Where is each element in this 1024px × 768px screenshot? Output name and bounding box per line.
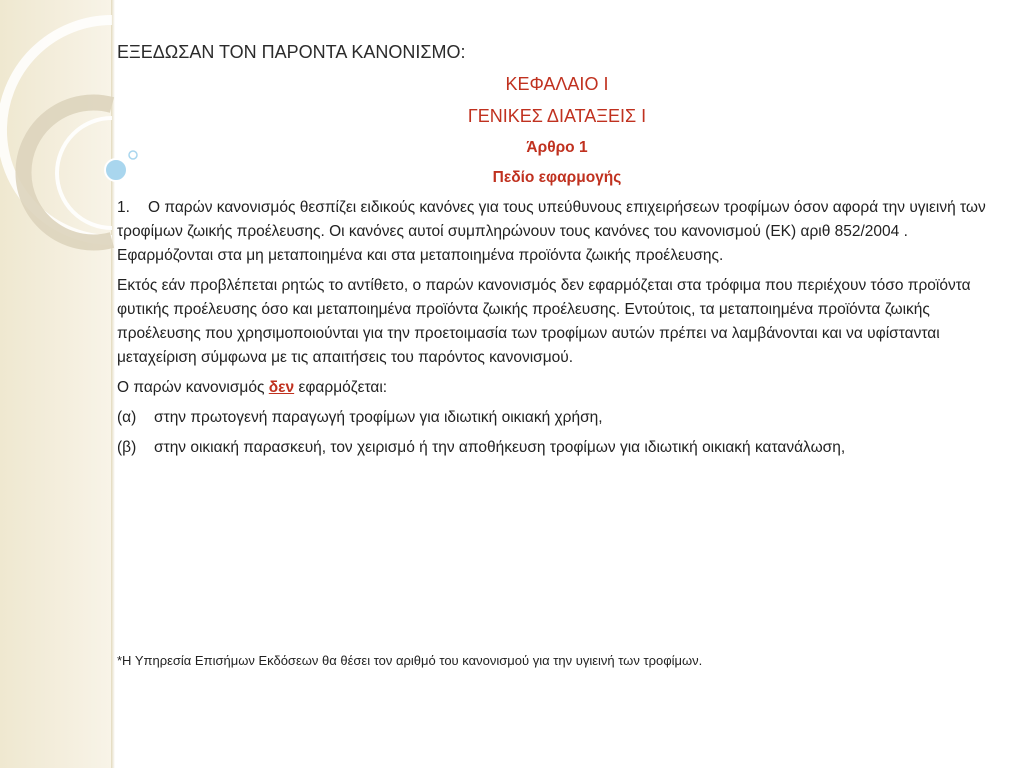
paragraph-1-number: 1. — [117, 199, 130, 216]
footnote: *Η Υπηρεσία Επισήμων Εκδόσεων θα θέσει τον αριθμό του κανονισμού για την υγιεινή των τροφίμων. — [117, 653, 703, 668]
decorative-arc-large — [2, 20, 112, 240]
list-item-a — [117, 406, 997, 430]
paragraph-3-prefix: Ο παρών κανονισμός — [117, 379, 269, 396]
paragraph-1 — [117, 196, 997, 268]
decorative-arc-inner — [57, 118, 112, 228]
list-item-a-label: (α) — [117, 409, 137, 426]
list-item-b — [117, 436, 997, 460]
paragraph-2: Εκτός εάν προβλέπεται ρητώς το αντίθετο, ο παρών κανονισμός δεν εφαρμόζεται στα τρόφιμα που περιέχουν τόσο προϊόντα φυτικής προέλευσης όσο και μεταποιημένα προϊόντα ζωικής προέλευσης. Εντούτοις, τα μεταποιημένα προϊόντα ζωικής προέλευσης που χρησιμοποιούνται για την προετοιμασία των τροφίμων αυτών πρέπει να λαμβάνονται και να υφίστανται μεταχείριση σύμφωνα με τις απαιτήσεις του παρόντος κανονισμού. — [117, 277, 971, 366]
list-item-b-label: (β) — [117, 439, 137, 456]
list-item-b-text: στην οικιακή παρασκευή, τον χειρισμό ή την αποθήκευση τροφίμων για ιδιωτική οικιακή κατανάλωση, — [154, 439, 846, 456]
paragraph-1-text: Ο παρών κανονισμός θεσπίζει ειδικούς κανόνες για τους υπεύθυνους επιχειρήσεων τροφίμων όσον αφορά την υγιεινή των τροφίμων ζωικής προέλευσης. Οι κανόνες αυτοί συμπληρώνουν τους κανόνες του κανονισμού (ΕΚ) αριθ 852/2004 . Εφαρμόζονται στα μη μεταποιημένα και στα μεταποιημένα προϊόντα ζωικής προέλευσης. — [117, 199, 986, 264]
article-number: Άρθρο 1 — [526, 139, 588, 156]
paragraph-3-emphasis: δεν — [268, 379, 295, 396]
list-item-a-text: στην πρωτογενή παραγωγή τροφίμων για ιδιωτική οικιακή χρήση, — [154, 409, 603, 426]
slide-content — [117, 40, 997, 466]
article-title: Πεδίο εφαρμογής — [492, 169, 622, 186]
paragraph-3-suffix: εφαρμόζεται: — [294, 379, 388, 396]
slide-heading: ΕΞΕΔΩΣΑΝ ΤΟΝ ΠΑΡΟΝΤΑ ΚΑΝΟΝΙΣΜΟ: — [117, 42, 466, 62]
chapter-title: ΓΕΝΙΚΕΣ ΔΙΑΤΑΞΕΙΣ Ι — [467, 106, 647, 126]
chapter-number: ΚΕΦΑΛΑΙΟ Ι — [505, 74, 609, 94]
paragraph-3 — [117, 376, 997, 400]
decorative-arc-medium — [23, 103, 112, 243]
